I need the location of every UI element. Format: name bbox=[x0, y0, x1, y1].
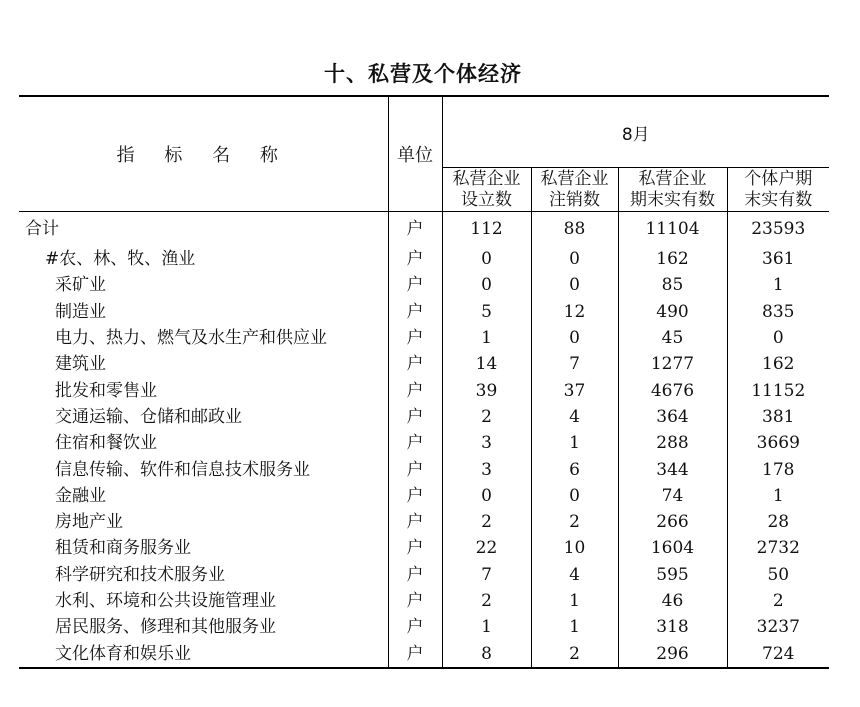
cell-enterprises-end: 46 bbox=[618, 588, 727, 614]
table-row bbox=[19, 246, 829, 272]
table-row bbox=[19, 562, 829, 588]
cell-individual-end: 2732 bbox=[756, 538, 800, 559]
cell-deregistered: 1 bbox=[531, 430, 618, 456]
cell-enterprises-end: 45 bbox=[618, 325, 727, 351]
row-unit: 户 bbox=[388, 351, 442, 377]
cell-enterprises-end: 4676 bbox=[618, 377, 727, 403]
cell-deregistered: 0 bbox=[531, 483, 618, 509]
row-name: 建筑业 bbox=[19, 351, 388, 377]
cell-individual-end: 3669 bbox=[756, 433, 800, 454]
row-name: 电力、热力、燃气及水生产和供应业 bbox=[19, 325, 388, 351]
cell-individual-end: 2 bbox=[772, 591, 784, 611]
cell-enterprises-end: 266 bbox=[618, 509, 727, 535]
cell-enterprises-end: 364 bbox=[618, 404, 727, 430]
row-unit: 户 bbox=[388, 483, 442, 509]
cell-individual-end: 835 bbox=[762, 301, 795, 322]
header-column-line: 个体户期 bbox=[744, 168, 813, 189]
row-unit: 户 bbox=[388, 535, 442, 561]
cell-enterprises-end: 296 bbox=[618, 640, 727, 667]
row-unit: 户 bbox=[388, 614, 442, 640]
table-row bbox=[19, 456, 829, 482]
cell-deregistered: 4 bbox=[531, 562, 618, 588]
cell-deregistered: 0 bbox=[531, 272, 618, 298]
cell-established: 5 bbox=[442, 299, 531, 325]
table-row bbox=[19, 404, 829, 430]
cell-established: 2 bbox=[442, 588, 531, 614]
header-unit: 单位 bbox=[388, 96, 442, 212]
cell-enterprises-end: 11104 bbox=[618, 212, 727, 247]
row-unit: 户 bbox=[388, 377, 442, 403]
cell-individual-end: 28 bbox=[767, 512, 790, 533]
table-row bbox=[19, 299, 829, 325]
cell-deregistered: 4 bbox=[531, 404, 618, 430]
row-name: 科学研究和技术服务业 bbox=[19, 562, 388, 588]
cell-individual-end: 162 bbox=[762, 354, 795, 375]
row-name: 租赁和商务服务业 bbox=[19, 535, 388, 561]
cell-enterprises-end: 1277 bbox=[618, 351, 727, 377]
header-column-line: 私营企业 bbox=[638, 168, 707, 189]
cell-established: 1 bbox=[442, 614, 531, 640]
row-name: 居民服务、修理和其他服务业 bbox=[19, 614, 388, 640]
cell-deregistered: 12 bbox=[531, 299, 618, 325]
table-row bbox=[19, 614, 829, 640]
row-name: 交通运输、仓储和邮政业 bbox=[19, 404, 388, 430]
cell-deregistered: 2 bbox=[531, 640, 618, 667]
cell-deregistered: 6 bbox=[531, 456, 618, 482]
cell-established: 39 bbox=[442, 377, 531, 403]
statistics-table bbox=[19, 95, 829, 669]
table-row bbox=[19, 430, 829, 456]
header-column-line: 期末实有数 bbox=[630, 189, 715, 210]
cell-established: 8 bbox=[442, 640, 531, 667]
row-name: 文化体育和娱乐业 bbox=[19, 640, 388, 667]
row-name: 合计 bbox=[19, 212, 388, 247]
cell-enterprises-end: 318 bbox=[618, 614, 727, 640]
cell-enterprises-end: 74 bbox=[618, 483, 727, 509]
header-column-line: 设立数 bbox=[461, 189, 512, 210]
table-row bbox=[19, 483, 829, 509]
row-name: 制造业 bbox=[19, 299, 388, 325]
row-name: 批发和零售业 bbox=[19, 377, 388, 403]
row-name: 金融业 bbox=[19, 483, 388, 509]
table-row bbox=[19, 377, 829, 403]
header-column bbox=[727, 168, 829, 212]
cell-established: 0 bbox=[442, 246, 531, 272]
cell-established: 14 bbox=[442, 351, 531, 377]
table-row bbox=[19, 325, 829, 351]
header-column-line: 私营企业 bbox=[452, 168, 521, 189]
cell-deregistered: 0 bbox=[531, 246, 618, 272]
table-row bbox=[19, 272, 829, 298]
row-name: 信息传输、软件和信息技术服务业 bbox=[19, 456, 388, 482]
cell-individual-end: 50 bbox=[767, 564, 790, 585]
cell-deregistered: 88 bbox=[531, 212, 618, 247]
cell-established: 3 bbox=[442, 430, 531, 456]
cell-established: 3 bbox=[442, 456, 531, 482]
header-column bbox=[531, 168, 618, 212]
cell-enterprises-end: 344 bbox=[618, 456, 727, 482]
cell-established: 2 bbox=[442, 404, 531, 430]
cell-individual-end: 23593 bbox=[751, 219, 806, 239]
row-unit: 户 bbox=[388, 588, 442, 614]
cell-individual-end: 1 bbox=[772, 485, 784, 506]
table-row bbox=[19, 509, 829, 535]
cell-deregistered: 1 bbox=[531, 588, 618, 614]
table-row bbox=[19, 640, 829, 667]
cell-deregistered: 7 bbox=[531, 351, 618, 377]
cell-individual-end: 1 bbox=[772, 275, 784, 296]
cell-enterprises-end: 595 bbox=[618, 562, 727, 588]
row-name: 住宿和餐饮业 bbox=[19, 430, 388, 456]
cell-individual-end: 361 bbox=[762, 249, 795, 270]
table-row bbox=[19, 351, 829, 377]
header-column-line: 私营企业 bbox=[540, 168, 609, 189]
row-unit: 户 bbox=[388, 272, 442, 298]
cell-individual-end: 381 bbox=[762, 406, 795, 427]
table-row bbox=[19, 588, 829, 614]
row-unit: 户 bbox=[388, 430, 442, 456]
row-name: 采矿业 bbox=[19, 272, 388, 298]
table-row-total bbox=[19, 212, 829, 247]
row-unit: 户 bbox=[388, 404, 442, 430]
cell-individual-end: 0 bbox=[772, 328, 784, 349]
row-name: 房地产业 bbox=[19, 509, 388, 535]
row-unit: 户 bbox=[388, 562, 442, 588]
cell-established: 2 bbox=[442, 509, 531, 535]
cell-deregistered: 2 bbox=[531, 509, 618, 535]
cell-established: 7 bbox=[442, 562, 531, 588]
cell-deregistered: 37 bbox=[531, 377, 618, 403]
row-unit: 户 bbox=[388, 640, 442, 667]
header-column bbox=[442, 168, 531, 212]
cell-enterprises-end: 288 bbox=[618, 430, 727, 456]
cell-individual-end: 3237 bbox=[756, 617, 800, 638]
cell-deregistered: 10 bbox=[531, 535, 618, 561]
cell-enterprises-end: 85 bbox=[618, 272, 727, 298]
cell-established: 0 bbox=[442, 483, 531, 509]
cell-individual-end: 11152 bbox=[751, 380, 806, 401]
row-unit: 户 bbox=[388, 246, 442, 272]
row-name: 水利、环境和公共设施管理业 bbox=[19, 588, 388, 614]
row-name: #农、林、牧、渔业 bbox=[19, 246, 388, 272]
header-column bbox=[618, 168, 727, 212]
page-title: 十、私营及个体经济 bbox=[324, 62, 522, 86]
row-unit: 户 bbox=[388, 325, 442, 351]
header-column-line: 注销数 bbox=[549, 189, 600, 210]
table-row bbox=[19, 535, 829, 561]
cell-enterprises-end: 1604 bbox=[618, 535, 727, 561]
cell-established: 1 bbox=[442, 325, 531, 351]
row-unit: 户 bbox=[388, 212, 442, 247]
cell-deregistered: 0 bbox=[531, 325, 618, 351]
cell-established: 22 bbox=[442, 535, 531, 561]
cell-deregistered: 1 bbox=[531, 614, 618, 640]
row-unit: 户 bbox=[388, 456, 442, 482]
cell-individual-end: 178 bbox=[762, 459, 795, 480]
row-unit: 户 bbox=[388, 299, 442, 325]
cell-enterprises-end: 162 bbox=[618, 246, 727, 272]
cell-established: 112 bbox=[442, 212, 531, 247]
header-month: 8月 bbox=[621, 124, 650, 145]
header-indicator-name: 指 标 名 称 bbox=[19, 96, 388, 212]
cell-established: 0 bbox=[442, 272, 531, 298]
row-unit: 户 bbox=[388, 509, 442, 535]
header-column-line: 末实有数 bbox=[744, 189, 813, 210]
cell-individual-end: 724 bbox=[762, 643, 795, 664]
cell-enterprises-end: 490 bbox=[618, 299, 727, 325]
